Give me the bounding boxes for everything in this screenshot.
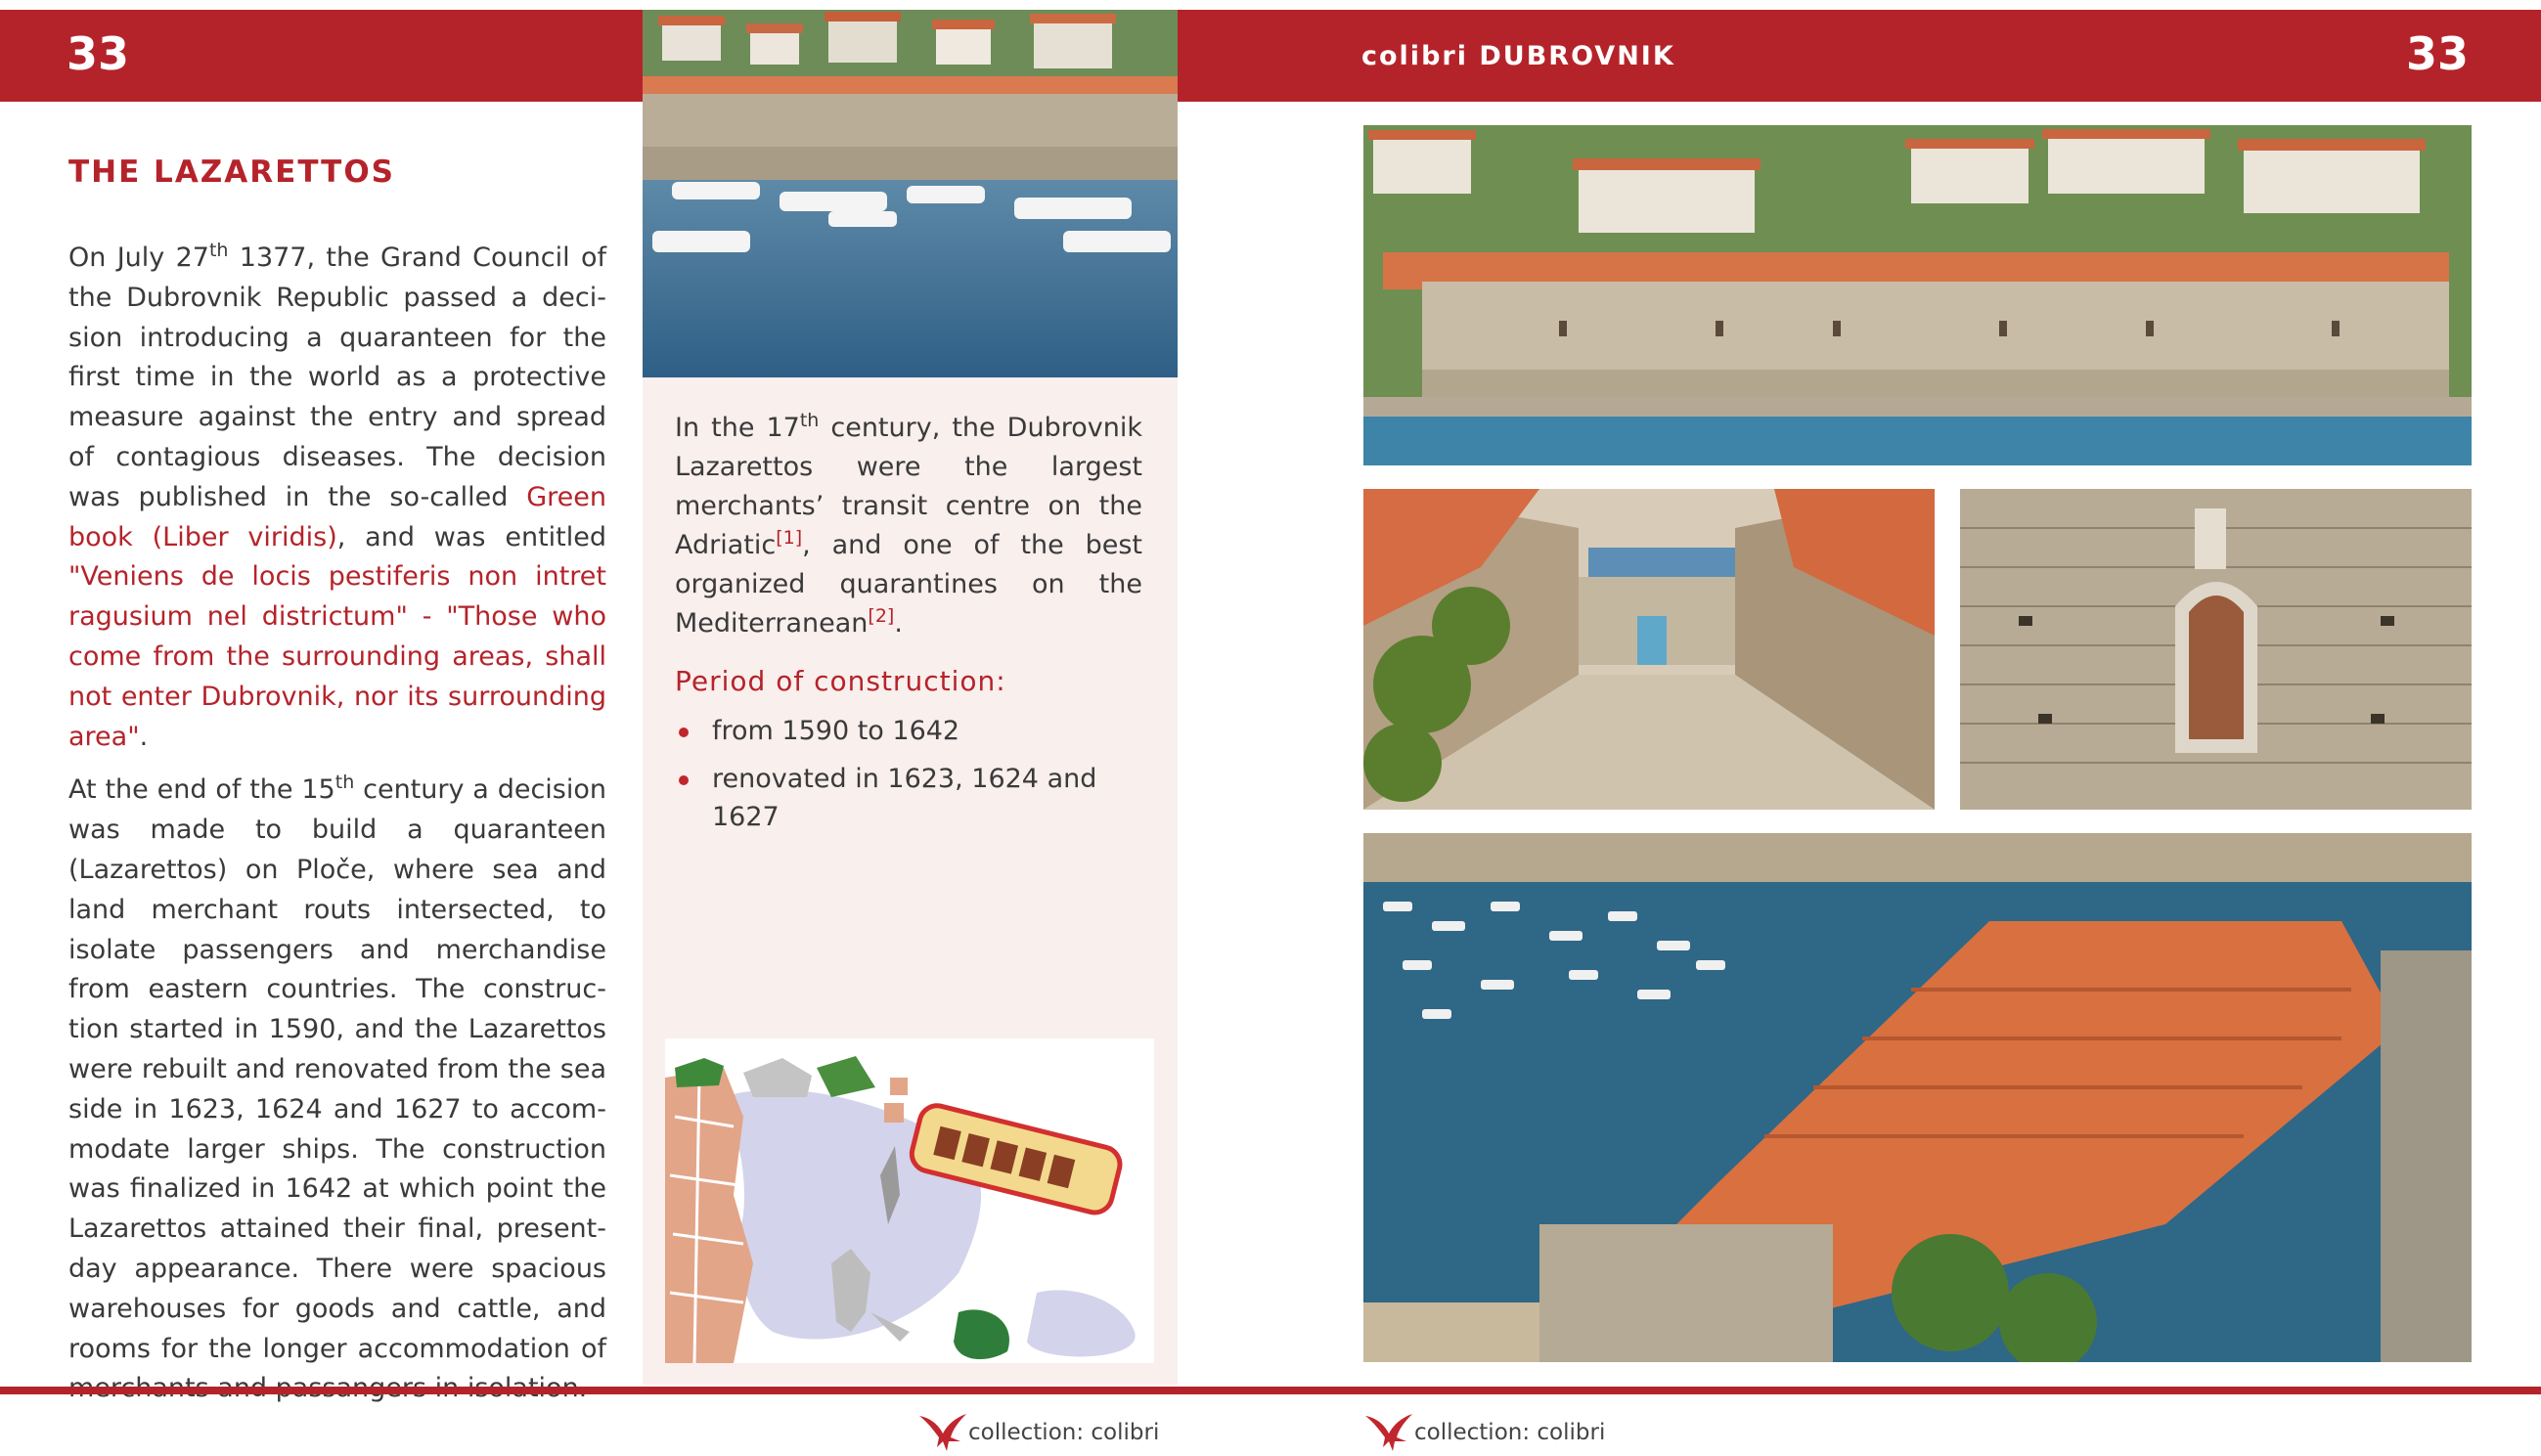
footer-left-label: collection: colibri xyxy=(968,1420,1160,1445)
location-map xyxy=(665,1038,1154,1363)
bullet-icon xyxy=(679,728,689,737)
middle-paragraph: In the 17th century, the Dubrovnik Lazarettos were the largest merchants’ transit centre on the Adriatic[1], and one of the best organized quarantines on the Mediterranean[2]. xyxy=(675,410,1142,639)
paragraph-1: On July 27th 1377, the Grand Council of the Dubrovnik Republic passed a decision introducing a quaranteen for the first time in the world as a protective measure against the entry and spread of contagious diseases. The decision was published in the so-called Green book (Liber viridis), and was entitled "Veniens de locis pestiferis non intret ragusium nel districtum" - "Those who come from the surrounding areas, shall not enter Dubrovnik, nor its surrounding area". xyxy=(68,240,606,752)
middle-text xyxy=(675,409,1142,643)
period-heading: Period of construction: xyxy=(675,665,1006,697)
aerial-harbour-photo xyxy=(1363,833,2472,1362)
reference-2-link[interactable]: [2] xyxy=(868,605,895,627)
bullet-icon xyxy=(679,775,689,785)
courtyard-photo xyxy=(1363,489,1935,810)
footer-divider xyxy=(0,1387,2541,1394)
footer-right-label: collection: colibri xyxy=(1414,1420,1606,1445)
harbour-photo xyxy=(643,10,1178,377)
colibri-bird-icon xyxy=(917,1408,968,1453)
section-title: THE LAZARETTOS xyxy=(68,154,396,190)
right-page-brand: colibri DUBROVNIK xyxy=(1361,41,1675,71)
paragraph-2: At the end of the 15th century a decision was made to build a quaranteen (Lazarettos) on Ploče, where sea and land merchant routs intersected, to isolate passengers and merchandise from eastern countries. The construction started in 1590, and the Lazarettos were rebuilt and renovated from the sea side in 1623, 1624 and 1627 to accommodate larger ships. The construction was finalized in 1642 at which point the Lazarettos attained their final, present-day appearance. There were spacious warehouses for goods and cattle, and rooms for the longer accommodation of xyxy=(68,772,607,1364)
list-item: renovated in 1623, 1624 and 1627 xyxy=(675,760,1144,836)
wall-window-photo xyxy=(1960,489,2472,810)
green-book-link[interactable]: Green book (Liber viridis) xyxy=(68,481,606,552)
lazarettos-panorama-photo xyxy=(1363,125,2472,465)
left-page-number: 33 xyxy=(67,27,130,80)
left-body-text xyxy=(68,239,606,1423)
reference-1-link[interactable]: [1] xyxy=(776,527,803,549)
right-page-number: 33 xyxy=(2406,27,2470,80)
decree-quote-link[interactable]: "Veniens de locis pestiferis non intret ragusium nel districtum" - "Those who come from the surrounding areas, shall not enter Dubrovnik, nor its surrounding area" xyxy=(68,561,606,752)
list-item: from 1590 to 1642 xyxy=(675,712,1144,750)
colibri-bird-icon xyxy=(1363,1408,1414,1453)
period-list xyxy=(675,712,1144,846)
